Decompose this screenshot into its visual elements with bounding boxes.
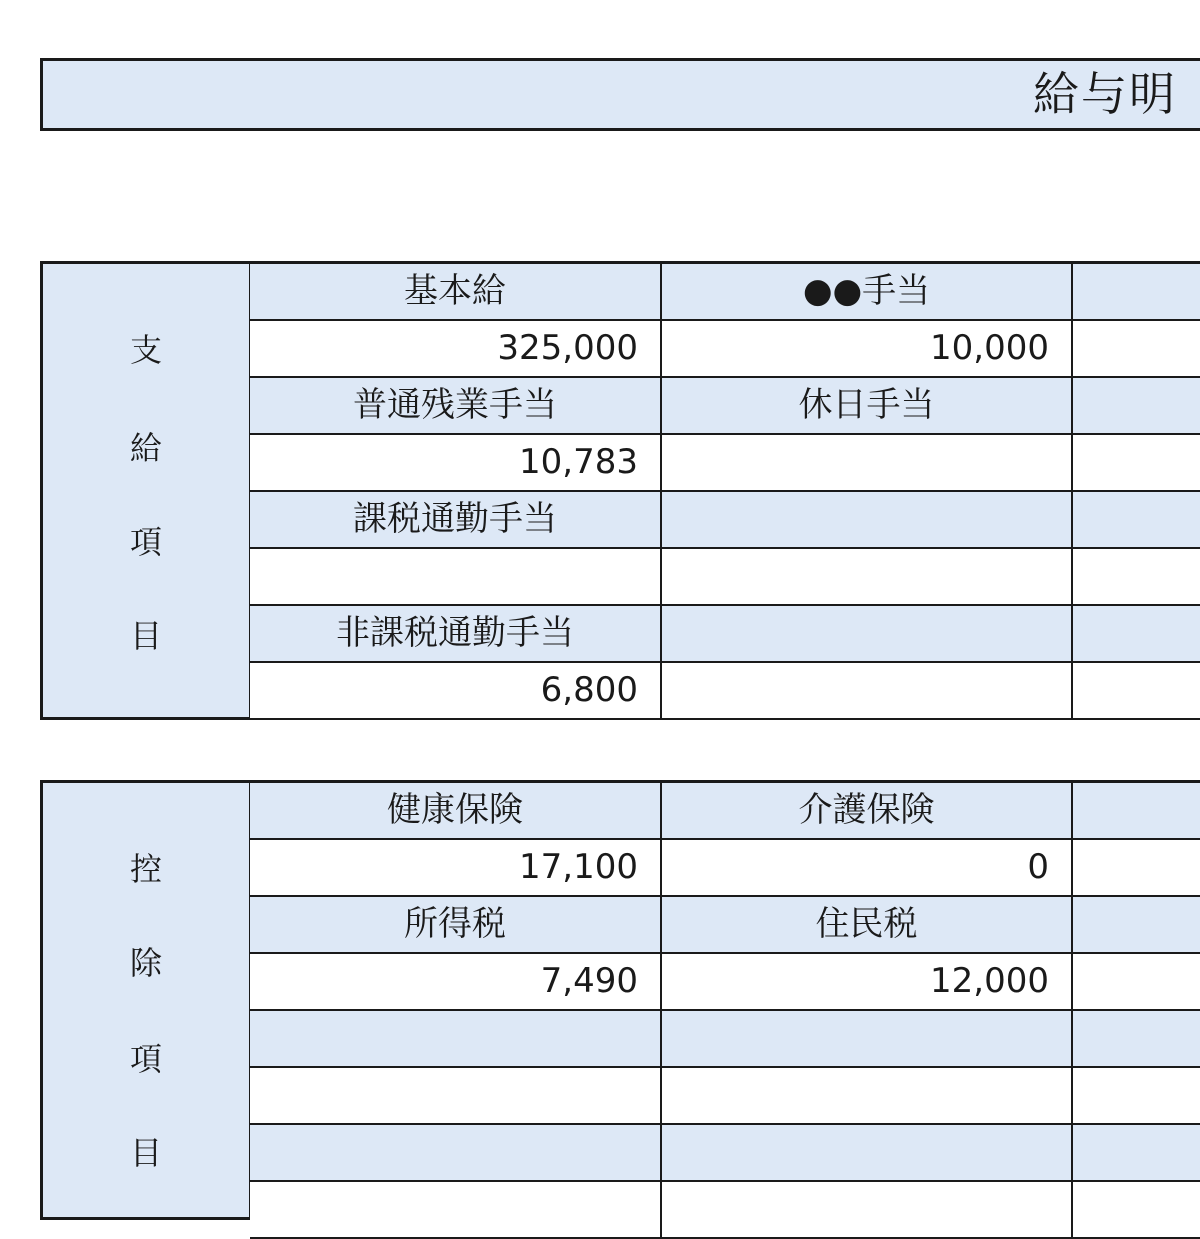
deduction-item-value-cell [1073, 1068, 1200, 1125]
pay-item-value-cell [1073, 435, 1200, 492]
pay-heading-char: 目 [129, 617, 162, 655]
deduction-item-label-cell [1073, 1011, 1200, 1068]
pay-item-value-cell [662, 549, 1073, 606]
deduction-item-value-cell [250, 1068, 662, 1125]
deduction-item-label-cell: 健康保険 [250, 783, 662, 840]
deduction-item-value-cell [1073, 840, 1200, 897]
deduction-item-value-cell [662, 1182, 1073, 1239]
pay-item-value-cell: 10,783 [250, 435, 662, 492]
deduction-item-label-cell [662, 1125, 1073, 1182]
pay-item-value-cell [1073, 663, 1200, 720]
deduction-items-heading [43, 783, 251, 1217]
pay-item-label-cell: 休日手当 [662, 378, 1073, 435]
deduction-item-label-cell: 介護保険 [662, 783, 1073, 840]
pay-item-value-cell: 10,000 [662, 321, 1073, 378]
document-title: 給与明 [1033, 67, 1177, 121]
deduction-items-table [40, 780, 1200, 1220]
deduction-item-label-cell [1073, 783, 1200, 840]
deduction-heading-char: 除 [129, 944, 162, 982]
pay-item-value-cell [662, 435, 1073, 492]
pay-item-label-cell: ●●手当 [662, 264, 1073, 321]
deduction-item-value-cell: 17,100 [250, 840, 662, 897]
document-title-bar [40, 58, 1200, 131]
deduction-item-label-cell [1073, 897, 1200, 954]
pay-item-label-cell: 基本給 [250, 264, 662, 321]
pay-items-heading [43, 264, 251, 717]
pay-item-label-cell [1073, 492, 1200, 549]
pay-item-value-cell: 6,800 [250, 663, 662, 720]
pay-heading-char: 給 [129, 429, 162, 467]
pay-item-label-cell [1073, 606, 1200, 663]
deduction-heading-char: 項 [129, 1040, 162, 1078]
deduction-item-value-cell [1073, 954, 1200, 1011]
deduction-item-value-cell: 7,490 [250, 954, 662, 1011]
pay-item-value-cell: 325,000 [250, 321, 662, 378]
pay-item-label-cell [1073, 378, 1200, 435]
deduction-heading-char: 目 [129, 1134, 162, 1172]
deduction-item-label-cell [662, 1011, 1073, 1068]
pay-item-value-cell [662, 663, 1073, 720]
pay-item-label-cell [662, 492, 1073, 549]
pay-item-label-cell [662, 606, 1073, 663]
pay-item-value-cell [250, 549, 662, 606]
pay-item-label-cell: 非課税通勤手当 [250, 606, 662, 663]
pay-item-value-cell [1073, 321, 1200, 378]
pay-item-label-cell [1073, 264, 1200, 321]
deduction-item-value-cell [662, 1068, 1073, 1125]
deduction-item-label-cell [250, 1011, 662, 1068]
pay-item-label-cell: 普通残業手当 [250, 378, 662, 435]
pay-items-table [40, 261, 1200, 720]
deduction-item-value-cell: 12,000 [662, 954, 1073, 1011]
pay-item-label-cell: 課税通勤手当 [250, 492, 662, 549]
deduction-heading-char: 控 [129, 850, 162, 888]
pay-item-value-cell [1073, 549, 1200, 606]
deduction-item-value-cell [1073, 1182, 1200, 1239]
deduction-item-label-cell: 住民税 [662, 897, 1073, 954]
pay-heading-char: 支 [129, 331, 162, 369]
deduction-item-label-cell [1073, 1125, 1200, 1182]
deduction-item-value-cell: 0 [662, 840, 1073, 897]
pay-heading-char: 項 [129, 523, 162, 561]
deduction-item-label-cell [250, 1125, 662, 1182]
deduction-item-value-cell [250, 1182, 662, 1239]
deduction-item-label-cell: 所得税 [250, 897, 662, 954]
